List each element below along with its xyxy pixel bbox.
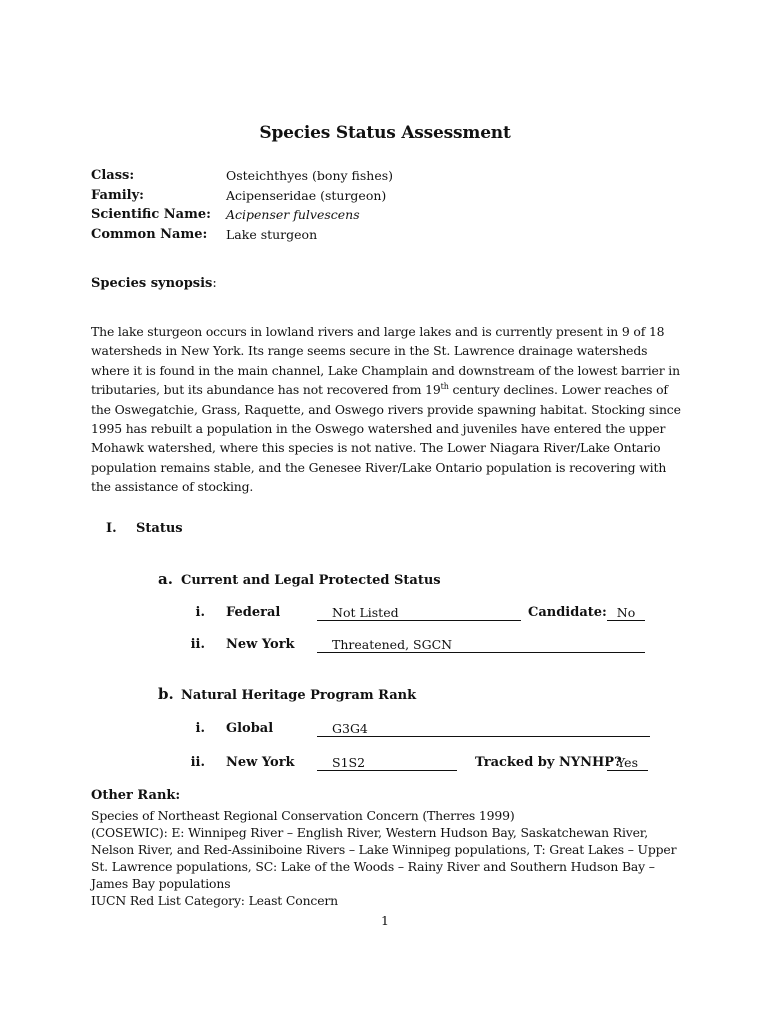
- ny-legal-status-field: Threatened, SGCN: [317, 637, 645, 653]
- other-rank-list: [91, 807, 691, 909]
- scientific-name-row: [91, 205, 393, 225]
- class-row: [91, 166, 393, 186]
- tracked-label: Tracked by NYNHP?: [475, 755, 622, 770]
- synopsis-colon: :: [212, 276, 217, 291]
- common-name-label: Common Name:: [91, 226, 208, 242]
- family-value: Acipenseridae (sturgeon): [226, 187, 387, 203]
- ny-legal-label: New York: [226, 637, 295, 652]
- other-rank-heading: Other Rank:: [91, 788, 181, 803]
- candidate-field: No: [607, 605, 645, 621]
- synopsis-heading: [91, 276, 217, 291]
- subsection-a-letter: a.: [158, 570, 173, 588]
- ny-rank-numeral: ii.: [190, 755, 205, 770]
- federal-status-field: Not Listed: [317, 605, 521, 621]
- global-numeral: i.: [195, 721, 205, 736]
- class-label: Class:: [91, 168, 135, 183]
- other-rank-line: Species of Northeast Regional Conservation Concern (Therres 1999): [91, 808, 515, 823]
- taxonomy-table: [91, 166, 393, 244]
- common-name-value: Lake sturgeon: [226, 226, 318, 242]
- ny-rank-label: New York: [226, 755, 295, 770]
- federal-label: Federal: [226, 605, 281, 620]
- class-value: Osteichthyes (bony fishes): [226, 168, 394, 183]
- tracked-field: Yes: [607, 755, 648, 771]
- other-rank-line: IUCN Red List Category: Least Concern: [91, 893, 338, 908]
- synopsis-superscript: th: [440, 382, 449, 392]
- global-label: Global: [226, 721, 274, 736]
- synopsis-text-part1: The lake sturgeon occurs in lowland rivers and large lakes and is currently present in 9 of 18 watersheds in New York. Its range seems secure in the St. Lawrence drainage watersheds where it is found in the main channel, Lake Champlain and downstream of the lowest barrier in tributaries, but its abundance has not recovered from 19: [91, 324, 680, 398]
- ny-rank-field: S1S2: [317, 755, 457, 771]
- subsection-a-title: Current and Legal Protected Status: [181, 573, 441, 588]
- synopsis-text-part2: century declines. Lower reaches of the Oswegatchie, Grass, Raquette, and Oswego rivers provide spawning habitat. Stocking since 1995 has rebuilt a population in the Oswego watershed and juveniles have entered the upper Mohawk watershed, where this species is not native. The Lower Niagara River/Lake Ontario population remains stable, and the Genesee River/Lake Ontario population is recovering with the assistance of stocking.: [91, 382, 681, 495]
- page-title: Species Status Assessment: [259, 123, 511, 143]
- scientific-name-label: Scientific Name:: [91, 207, 211, 222]
- page-number: 1: [381, 913, 389, 928]
- other-rank-line: (COSEWIC): E: Winnipeg River – English River, Western Hudson Bay, Saskatchewan River, Nelson River, and Red-Assiniboine Rivers – Lake Winnipeg populations, T: Great Lakes – Upper St. Lawrence populations, SC: Lake of the Woods – Rainy River and Southern Hudson Bay – James Bay populations: [91, 825, 677, 891]
- global-rank-field: G3G4: [317, 721, 650, 737]
- family-label: Family:: [91, 187, 144, 203]
- family-row: [91, 186, 393, 206]
- section-title: Status: [136, 521, 183, 536]
- federal-numeral: i.: [195, 605, 205, 620]
- candidate-label: Candidate:: [528, 605, 607, 620]
- ny-legal-numeral: ii.: [190, 637, 205, 652]
- subsection-b-letter: b.: [158, 685, 174, 703]
- synopsis-paragraph: [91, 322, 681, 497]
- subsection-b-title: Natural Heritage Program Rank: [181, 688, 417, 703]
- common-name-row: [91, 225, 393, 245]
- synopsis-label: Species synopsis: [91, 276, 213, 291]
- section-number: I.: [106, 521, 117, 536]
- scientific-name-value: Acipenser fulvescens: [226, 207, 360, 222]
